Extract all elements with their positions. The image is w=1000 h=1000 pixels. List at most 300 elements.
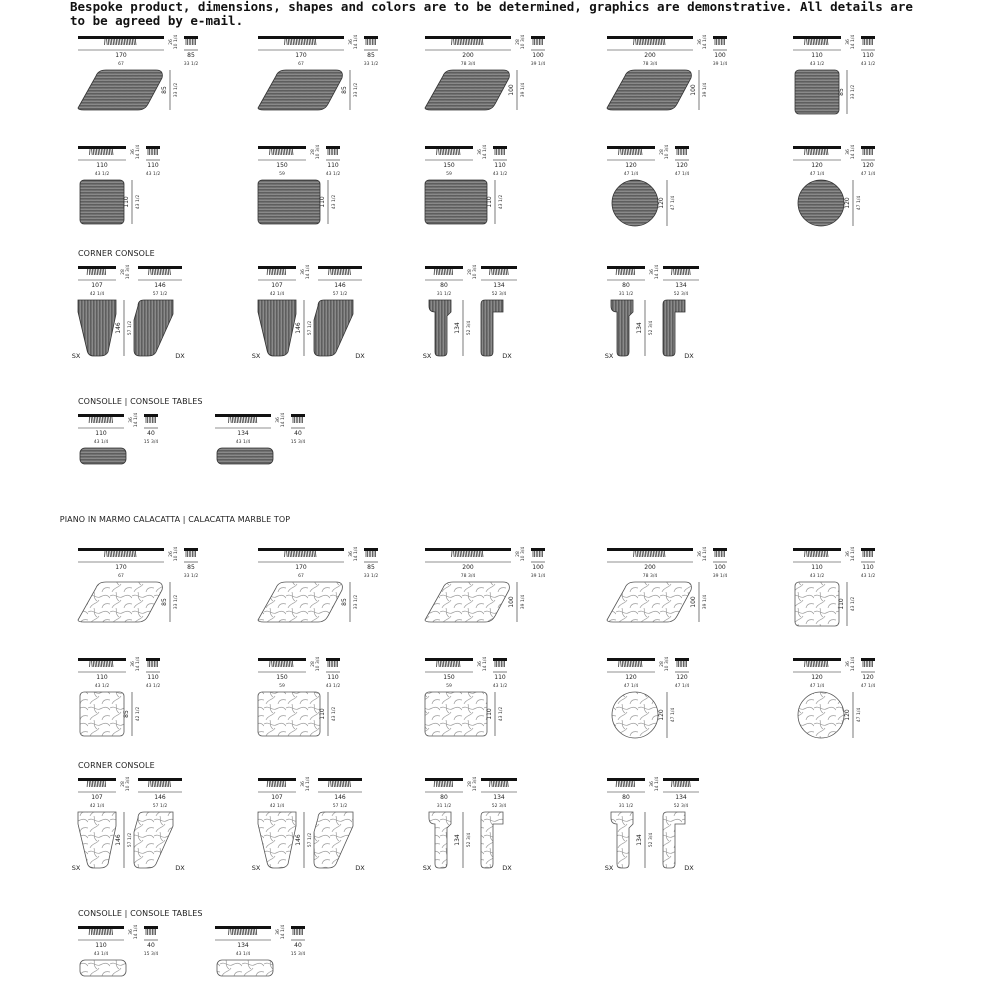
leg [276,269,277,275]
leg [269,781,270,787]
leg [442,149,443,155]
depth-dimension-label: 85 [123,710,130,718]
leg [277,781,278,787]
width-label: 80 [622,794,630,801]
leg [343,269,344,275]
height-inch-label: 10 3/4 [521,34,526,50]
dx-label: DX [355,864,365,872]
corner-left-plan [611,812,633,868]
leg-fringe [87,781,106,787]
leg [685,781,686,787]
leg [98,149,99,155]
leg [304,551,305,557]
width-inch-label: 47 1/4 [809,172,825,177]
leg [656,39,657,45]
leg [813,551,814,557]
leg [334,269,335,275]
leg [99,269,100,275]
leg [452,269,453,275]
top-plate [607,548,693,551]
leg [677,269,678,275]
leg [440,661,441,667]
leg [170,781,171,787]
leg [625,269,626,275]
depth-top-label: 85 [367,52,375,59]
product-square [78,145,160,224]
top-plate [78,414,124,417]
depth-dimension-label: 110 [319,196,326,208]
depth-top-inch-label: 39 1/4 [530,574,546,579]
height-inch-label: 14 1/4 [134,924,139,940]
leg [633,661,634,667]
leg [288,149,289,155]
leg [460,39,461,45]
leg [686,781,687,787]
product-corner-wide [252,265,366,360]
leg [89,781,90,787]
top-plate [425,266,463,269]
depth-dimension-label: 120 [658,709,665,721]
leg [155,781,156,787]
width-label: 134 [237,942,249,949]
leg [296,551,297,557]
side-top-plate [364,548,378,551]
depth-dimension-label: 120 [844,709,851,721]
leg [135,39,136,45]
height-label: 36 [698,39,703,45]
leg-fringe [229,929,257,935]
depth-inch-label: 52 3/4 [649,832,654,848]
product-corner-wide [252,777,366,872]
leg [436,269,437,275]
leg [626,781,627,787]
row-heading: CONSOLLE | CONSOLE TABLES [78,909,203,918]
leg [272,661,273,667]
leg [827,661,828,667]
product-corner-t [605,265,699,360]
side-top-plate [326,658,340,661]
depth-top-label: 40 [147,430,155,437]
leg [826,39,827,45]
leg [642,39,643,45]
height-inch-label: 14 1/4 [851,144,856,160]
leg [815,551,816,557]
leg [682,781,683,787]
leg [476,551,477,557]
corner-left-plan [258,812,296,868]
top-plate [607,146,655,149]
product-trapezoid [607,35,727,110]
depth-inch-label: 43 1/2 [136,194,141,210]
leg [92,269,93,275]
leg [639,551,640,557]
depth-dimension-label: 120 [658,197,665,209]
depth-dimension-label: 100 [508,84,515,96]
top-plate [258,658,306,661]
height-label: 36 [478,661,483,667]
leg [307,551,308,557]
leg [283,149,284,155]
leg [106,149,107,155]
product-square [78,657,160,736]
leg [279,269,280,275]
leg [347,781,348,787]
top-plate [78,266,116,269]
leg [315,39,316,45]
height-inch-label: 14 1/4 [306,776,311,792]
depth-top-inch-label: 43 1/2 [860,574,876,579]
leg [110,551,111,557]
leg [818,551,819,557]
leg [656,551,657,557]
leg [100,149,101,155]
leg [455,149,456,155]
side-top-plate [364,36,378,39]
leg [248,417,249,423]
height-inch-label: 10 3/4 [473,264,478,280]
top-plate [78,658,126,661]
sx-label: SX [422,352,432,360]
leg [242,929,243,935]
leg [335,781,336,787]
leg [463,551,464,557]
tabletop-plan [607,70,691,110]
depth-dimension-label: 134 [454,322,461,334]
width-inch-label: 43 1/4 [93,440,109,445]
leg [332,781,333,787]
depth-top-inch-label: 39 1/4 [712,574,728,579]
leg [629,149,630,155]
leg [625,661,626,667]
leg [634,269,635,275]
top-plate [215,414,271,417]
tabletop-plan [80,180,124,224]
corner-left-plan [258,300,296,356]
leg [312,551,313,557]
leg [465,39,466,45]
height-inch-label: 14 1/4 [703,34,708,50]
leg [93,417,94,423]
height-inch-label: 14 1/4 [851,656,856,672]
leg [653,39,654,45]
leg-fringe [105,39,136,45]
depth-top-label: 100 [714,52,726,59]
depth-dimension-label: 85 [161,598,168,606]
dx-label: DX [502,864,512,872]
sx-label: SX [604,352,614,360]
top-plate [607,266,645,269]
width-inch-label: 43 1/4 [93,952,109,957]
width-inch-label: 42 1/4 [89,292,105,297]
product-corner-wide [72,265,186,360]
leg [621,269,622,275]
depth-inch-label: 39 1/4 [521,594,526,610]
side-top-plate [184,548,198,551]
leg [162,269,163,275]
leg [100,269,101,275]
leg [455,39,456,45]
leg [688,781,689,787]
width-inch-label: 43 1/2 [94,172,110,177]
product-trapezoid [425,35,545,110]
height-inch-label: 14 1/4 [136,656,141,672]
leg [451,149,452,155]
leg [303,551,304,557]
leg-fringe [267,781,286,787]
leg [647,551,648,557]
leg [94,781,95,787]
leg [482,39,483,45]
leg [678,269,679,275]
leg [160,781,161,787]
leg [99,781,100,787]
leg [298,39,299,45]
width-label: 110 [96,162,108,169]
leg [447,661,448,667]
leg [286,661,287,667]
leg [168,269,169,275]
leg [98,929,99,935]
height-inch-label: 14 1/4 [483,656,488,672]
leg [280,149,281,155]
leg [633,149,634,155]
leg [637,39,638,45]
depth-top-inch-label: 15 3/4 [290,952,306,957]
height-inch-label: 10 3/4 [126,776,131,792]
product-circle [793,657,875,738]
leg [124,551,125,557]
leg [447,149,448,155]
leg [162,781,163,787]
leg [340,781,341,787]
depth-inch-label: 43 1/2 [499,706,504,722]
leg [637,551,638,557]
top-plate [793,548,841,551]
leg [335,269,336,275]
leg [237,417,238,423]
leg [272,149,273,155]
height-inch-label: 14 1/4 [851,34,856,50]
tabletop-plan [258,180,320,224]
leg [808,661,809,667]
leg-fringe [229,417,257,423]
depth-inch-label: 47 1/4 [671,195,676,211]
depth-top-label: 110 [327,674,339,681]
leg [273,149,274,155]
console-plan [80,960,126,976]
leg [638,661,639,667]
depth-top-inch-label: 57 1/2 [332,804,348,809]
leg [441,269,442,275]
leg [115,551,116,557]
leg [111,39,112,45]
leg [111,551,112,557]
leg [677,781,678,787]
leg-fringe [490,781,509,787]
corner-left-plan [611,300,633,356]
depth-top-inch-label: 15 3/4 [290,440,306,445]
top-plate [78,926,124,929]
leg [104,149,105,155]
height-inch-label: 10 3/4 [521,546,526,562]
leg [93,149,94,155]
depth-top-label: 110 [494,162,506,169]
leg [269,269,270,275]
leg [231,417,232,423]
width-label: 80 [440,794,448,801]
leg [96,781,97,787]
leg [132,551,133,557]
leg [815,661,816,667]
width-label: 120 [625,162,637,169]
leg [256,417,257,423]
leg [343,781,344,787]
leg [151,781,152,787]
leg [655,551,656,557]
leg [631,781,632,787]
corner-right-plan [481,812,503,868]
leg [95,661,96,667]
depth-dimension-label: 110 [319,708,326,720]
product-corner-t [423,777,517,872]
top-plate [481,778,517,781]
leg [274,269,275,275]
leg [105,781,106,787]
height-inch-label: 10 3/4 [665,144,670,160]
leg [635,149,636,155]
leg [645,39,646,45]
leg-fringe [285,551,316,557]
leg [637,149,638,155]
height-label: 36 [650,269,655,275]
leg [112,417,113,423]
depth-dimension-label: 85 [161,86,168,94]
leg [276,149,277,155]
depth-inch-label: 52 3/4 [467,320,472,336]
depth-dimension-label: 85 [341,86,348,94]
depth-inch-label: 39 1/4 [703,594,708,610]
width-inch-label: 43 1/2 [94,684,110,689]
width-label: 150 [276,674,288,681]
leg [274,781,275,787]
height-label: 28 [516,551,521,557]
leg [167,781,168,787]
side-top-plate [861,658,875,661]
leg-fringe [434,781,453,787]
depth-dimension-label: 146 [115,834,122,846]
leg [664,551,665,557]
depth-top-inch-label: 15 3/4 [143,440,159,445]
leg [281,149,282,155]
leg [627,149,628,155]
depth-top-label: 134 [675,282,687,289]
leg [93,661,94,667]
leg [458,149,459,155]
depth-dimension-label: 85 [341,598,348,606]
leg [449,781,450,787]
width-inch-label: 43 1/2 [809,574,825,579]
leg [660,39,661,45]
leg [645,551,646,557]
leg [639,39,640,45]
leg [474,551,475,557]
tabletop-plan [607,582,691,622]
leg [168,781,169,787]
depth-dimension-label: 100 [508,596,515,608]
leg [159,269,160,275]
leg [821,149,822,155]
leg [824,149,825,155]
top-plate [425,548,511,551]
leg [293,551,294,557]
leg [823,39,824,45]
product-console [78,925,158,976]
depth-inch-label: 47 1/4 [857,707,862,723]
leg [816,39,817,45]
leg [289,661,290,667]
leg [470,39,471,45]
leg [451,661,452,667]
leg [123,551,124,557]
leg [495,269,496,275]
leg [240,417,241,423]
leg [633,781,634,787]
leg [247,417,248,423]
depth-top-inch-label: 43 1/2 [325,684,341,689]
leg [478,39,479,45]
leg [293,39,294,45]
top-plate [663,778,699,781]
leg [445,149,446,155]
depth-top-inch-label: 33 1/2 [183,574,199,579]
depth-top-label: 40 [147,942,155,949]
leg [813,39,814,45]
leg [342,781,343,787]
depth-top-inch-label: 33 1/2 [363,574,379,579]
leg [823,661,824,667]
leg [451,781,452,787]
leg-fringe [149,781,171,787]
leg [622,149,623,155]
leg [337,269,338,275]
leg [443,149,444,155]
side-top-plate [291,414,305,417]
leg [348,269,349,275]
leg [647,39,648,45]
depth-top-inch-label: 43 1/2 [145,684,161,689]
leg-fringe [634,551,665,557]
height-label: 36 [698,551,703,557]
leg [810,149,811,155]
leg-fringe [805,551,828,557]
width-label: 150 [276,162,288,169]
height-label: 36 [276,929,281,935]
height-inch-label: 14 1/4 [281,924,286,940]
height-inch-label: 10 3/4 [316,144,321,160]
leg [457,39,458,45]
leg [232,417,233,423]
height-label: 36 [478,149,483,155]
leg [107,929,108,935]
leg [285,781,286,787]
leg [102,781,103,787]
leg [652,551,653,557]
top-plate [425,658,473,661]
corner-left-plan [78,300,116,356]
depth-top-label: 134 [493,794,505,801]
top-plate [318,778,362,781]
tabletop-plan [425,70,509,110]
